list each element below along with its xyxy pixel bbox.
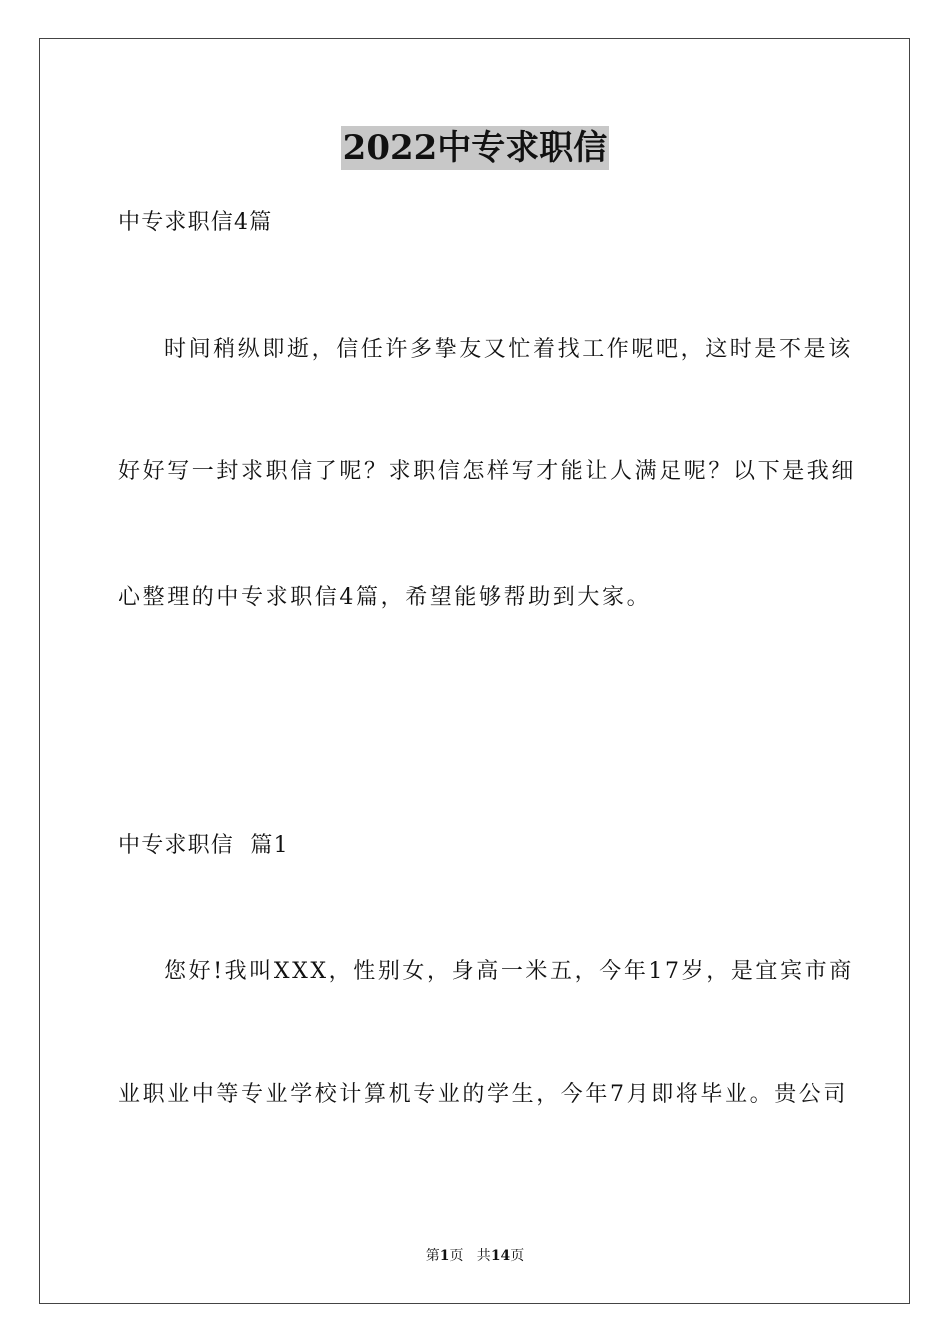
intro-line-3: 心整理的中专求职信4篇，希望能够帮助到大家。: [118, 585, 652, 610]
footer-page-suffix: 页: [510, 1248, 525, 1264]
intro-line-1: 时间稍纵即逝，信任许多挚友又忙着找工作呢吧，这时是不是该: [164, 337, 853, 362]
footer-page-total: 14: [490, 1248, 511, 1264]
intro-line-2: 好好写一封求职信了呢？求职信怎样写才能让人满足呢？以下是我细: [118, 459, 857, 484]
body-line-1: 您好!我叫XXX，性别女，身高一米五，今年17岁，是宜宾市商: [164, 959, 854, 984]
footer-page-prefix: 第: [425, 1248, 440, 1264]
title-container: [0, 126, 950, 170]
document-subtitle: 中专求职信4篇: [118, 210, 273, 235]
footer-page-current: 1: [439, 1248, 450, 1264]
page-footer: [0, 1246, 950, 1266]
section-heading: 中专求职信 篇1: [118, 833, 289, 858]
document-title: 2022中专求职信: [342, 128, 608, 168]
body-line-2: 业职业中等专业学校计算机专业的学生，今年7月即将毕业。贵公司: [118, 1082, 848, 1107]
footer-page-mid: 页 共: [449, 1248, 491, 1264]
